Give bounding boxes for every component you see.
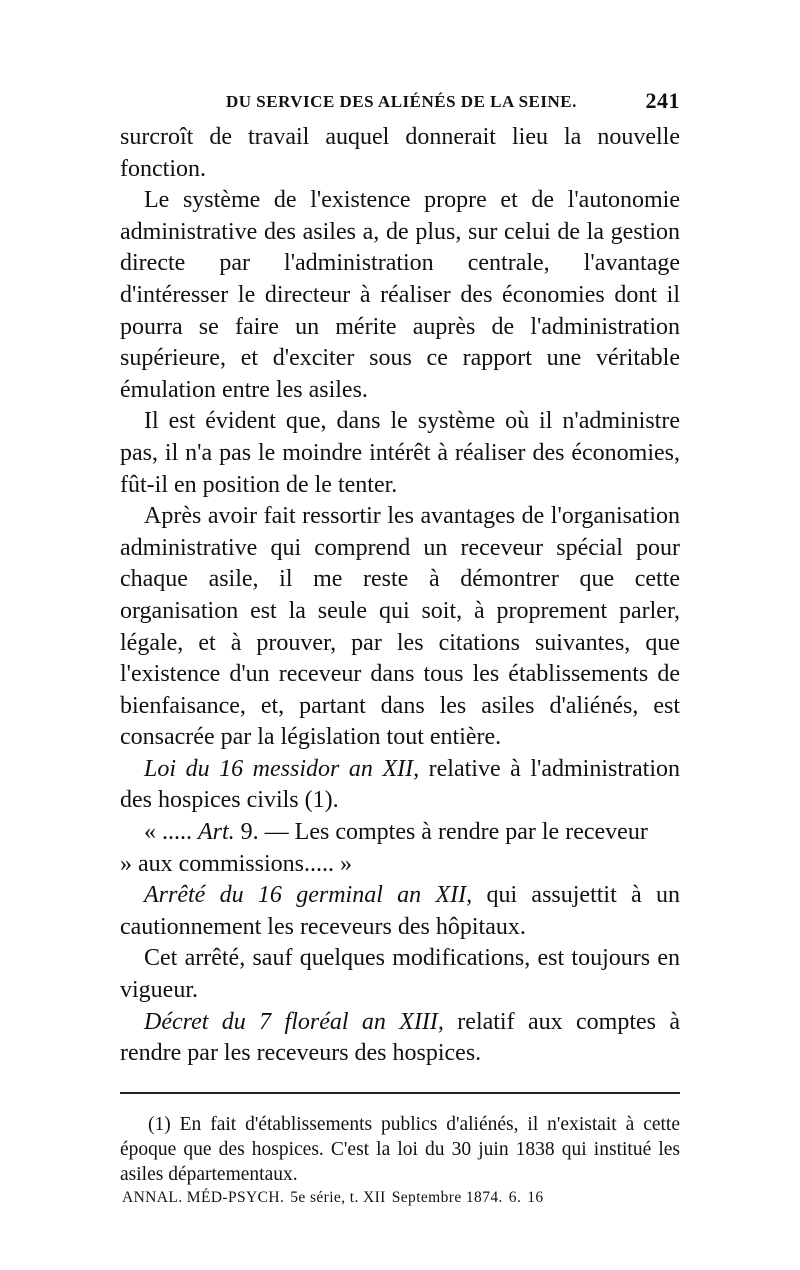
paragraph-decret-floreal — [120, 1007, 680, 1070]
law-title-germinal: Arrêté du 16 germinal an XII, — [144, 882, 473, 909]
paragraph-vigueur: Cet arrêté, sauf quelques modifications, est toujours en vigueur. — [120, 945, 680, 1004]
paragraph-continuation: surcroît de travail auquel donnerait lieu la nouvelle fonction. — [120, 124, 680, 182]
signature-journal: ANNAL. MÉD-PSYCH. — [122, 1188, 285, 1206]
footnote-divider — [120, 1092, 680, 1094]
signature-sheet: 6. — [508, 1188, 522, 1206]
quote-open: « ..... — [144, 819, 198, 846]
quote-article-9-line2: » aux commissions..... » — [120, 850, 352, 877]
body-text — [120, 122, 680, 1070]
page-number: 241 — [645, 88, 680, 113]
paragraph-arrete-germinal — [120, 880, 680, 943]
law-desc-floreal: relatif aux comptes à rendre par les receveurs des hospices. — [120, 1008, 680, 1067]
law-desc-germinal: qui assujettit à un cautionnement les receveurs des hôpitaux. — [120, 882, 680, 940]
printer-signature — [120, 1189, 680, 1207]
paragraph-loi-messidor — [120, 754, 680, 817]
quote-article-9 — [120, 817, 680, 849]
law-title-floreal: Décret du 7 floréal an XIII, — [144, 1008, 444, 1035]
law-desc-messidor: relative à l'administration des hospices civils (1). — [120, 755, 680, 814]
paragraph-evident: Il est évident que, dans le système où il n'administre pas, il n'a pas le moindre intérêt à réaliser des économies, fût-il en position de le tenter. — [120, 408, 680, 498]
footnote-text: (1) En fait d'établissements publics d'aliénés, il n'existait à cette époque que des hospices. C'est la loi du 30 juin 1838 qui institué les asiles départementaux. — [120, 1113, 680, 1185]
book-page — [120, 88, 680, 1207]
quote-art-label: Art. — [198, 819, 235, 846]
signature-series: 5e série, t. XII — [290, 1188, 386, 1206]
paragraph-autonomy: Le système de l'existence propre et de l'autonomie administrative des asiles a, de plus, sur celui de la gestion directe par l'administration centrale, l'avantage d'intéresser le directeur à réaliser des économies dont il pourra se faire un mérite auprès de l'administration supérieure, et d'exciter sous ce rapport une véritable émulation entre les asiles. — [120, 187, 680, 403]
running-title: DU SERVICE DES ALIÉNÉS DE LA SEINE. — [226, 92, 577, 111]
law-title-messidor: Loi du 16 messidor an XII, — [144, 755, 420, 782]
paragraph-organisation: Après avoir fait ressortir les avantages de l'organisation administrative qui comprend un receveur spécial pour chaque asile, il me reste à démontrer que cette organisation est la seule qui soit, à proprement parler, légale, et à prouver, par les citations suivantes, que l'existence d'un receveur dans tous les établissements de bienfaisance, et, partant dans les asiles d'aliénés, est consacrée par la législation tout entière. — [120, 503, 680, 751]
signature-gathering: 16 — [527, 1188, 544, 1206]
footnote — [120, 1112, 680, 1187]
page-header — [120, 88, 680, 122]
signature-date: Septembre 1874. — [391, 1188, 503, 1206]
quote-art-text: 9. — Les comptes à rendre par le receveur — [234, 819, 648, 846]
